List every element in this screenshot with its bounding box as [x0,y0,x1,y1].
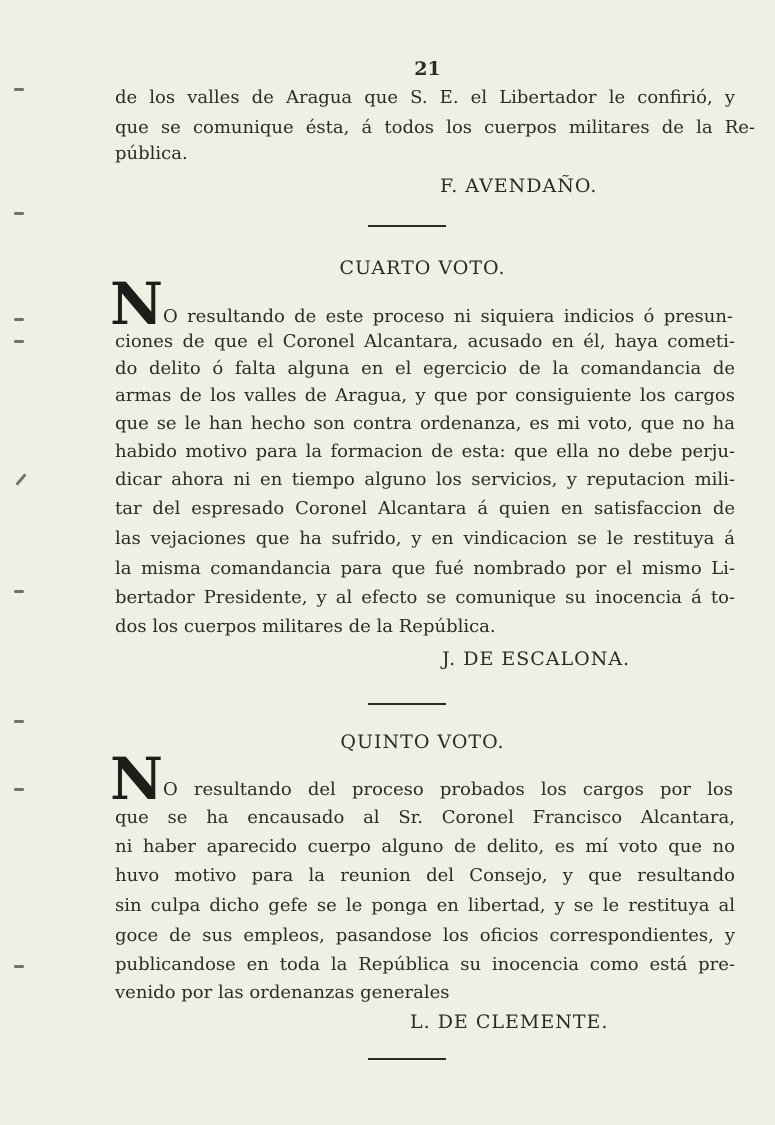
text-line: ni haber aparecido cuerpo alguno de delito, es mí voto que no [115,836,735,857]
text-line: de los valles de Aragua que S. E. el Libertador le confirió, y [115,87,735,108]
text-line: armas de los valles de Aragua, y que por consiguiente los cargos [115,385,735,406]
text-line: ciones de que el Coronel Alcantara, acusado en él, haya cometi- [115,331,735,352]
text-line: venido por las ordenanzas generales [115,982,450,1003]
text-line: pública. [115,143,188,164]
text-line: que se comunique ésta, á todos los cuerpos militares de la Re- [115,117,755,138]
text-line: O resultando del proceso probados los cargos por los [163,779,733,800]
text-line: dos los cuerpos militares de la República. [115,616,496,637]
text-line: goce de sus empleos, pasandose los oficios correspondientes, y [115,925,735,946]
text-line: dicar ahora ni en tiempo alguno los servicios, y reputacion mili- [115,469,735,490]
text-line: bertador Presidente, y al efecto se comunique su inocencia á to- [115,587,735,608]
text-line: habido motivo para la formacion de esta: que ella no debe perju- [115,441,735,462]
signature-avendano: F. AVENDAÑO. [440,175,598,197]
text-line: O resultando de este proceso ni siquiera indicios ó presun- [163,306,733,327]
text-line: huvo motivo para la reunion del Consejo, y que resultando [115,865,735,886]
section-divider [368,703,446,705]
text-line: las vejaciones que ha sufrido, y en vindicacion se le restituya á [115,528,735,549]
text-line: que se ha encausado al Sr. Coronel Francisco Alcantara, [115,807,735,828]
quinto-voto-dropcap: N [110,745,164,813]
page-number: 21 [414,58,441,80]
section-divider [368,1058,446,1060]
text-line: sin culpa dicho gefe se le ponga en libertad, y se le restituya al [115,895,735,916]
text-line: publicandose en toda la República su inocencia como está pre- [115,954,735,975]
quinto-voto-heading: QUINTO VOTO. [340,731,505,753]
text-line: que se le han hecho son contra ordenanza, es mi voto, que no ha [115,413,735,434]
signature-clemente: L. DE CLEMENTE. [410,1011,609,1033]
cuarto-voto-dropcap: N [110,270,164,338]
signature-escalona: J. DE ESCALONA. [442,648,631,670]
text-line: do delito ó falta alguna en el egercicio de la comandancia de [115,358,735,379]
cuarto-voto-heading: CUARTO VOTO. [339,257,506,279]
text-line: la misma comandancia para que fué nombrado por el mismo Li- [115,558,735,579]
text-line: tar del espresado Coronel Alcantara á quien en satisfaccion de [115,498,735,519]
section-divider [368,225,446,227]
